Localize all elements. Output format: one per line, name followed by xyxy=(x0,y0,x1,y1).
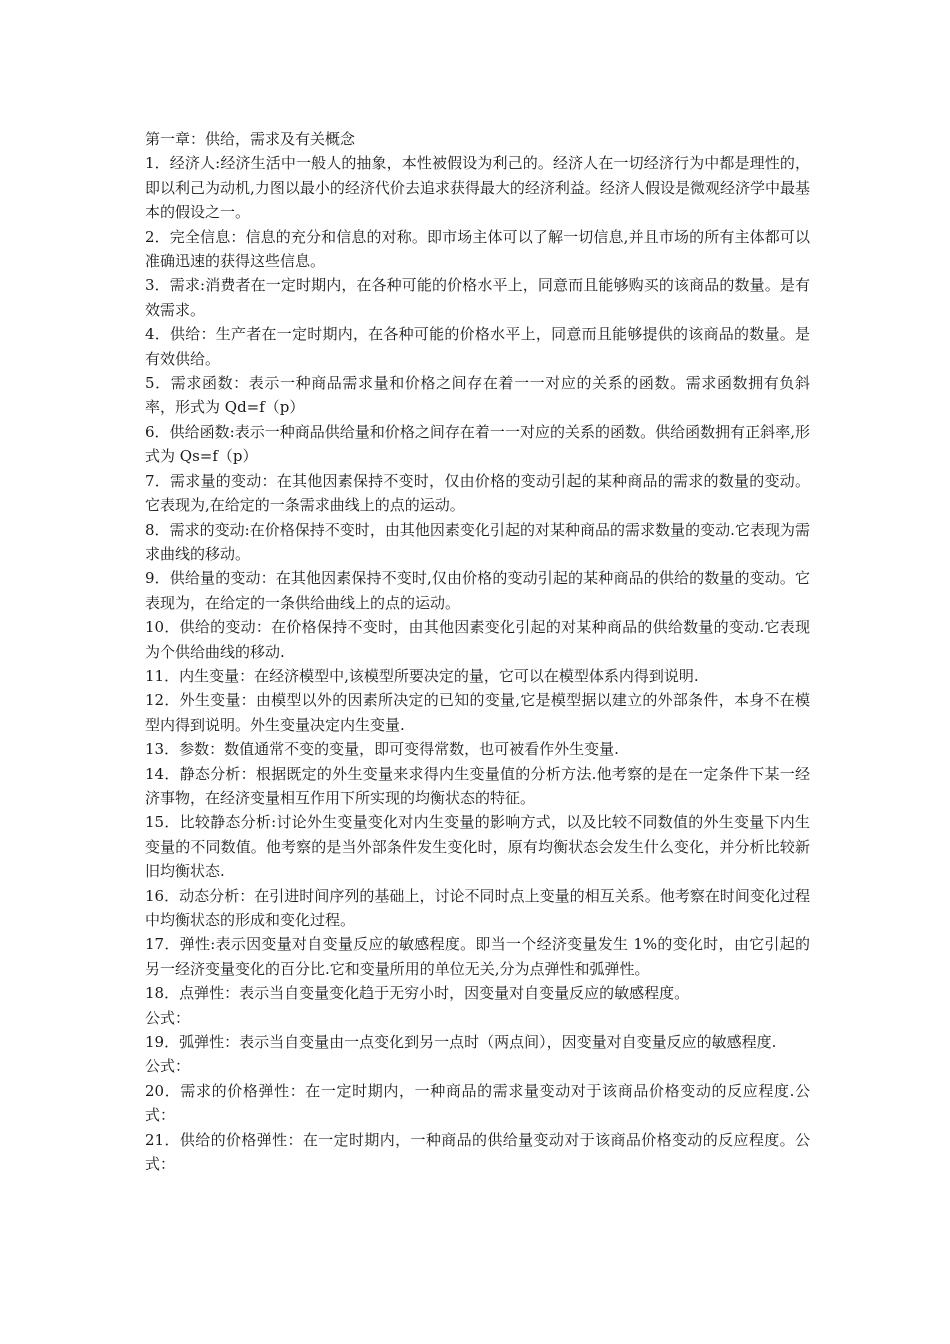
paragraph-11: 11．内生变量：在经济模型中,该模型所要决定的量，它可以在模型体系内得到说明. xyxy=(145,666,699,685)
paragraph-10: 10．供给的变动：在价格保持不变时，由其他因素变化引起的对某种商品的供给数量的变动.它表现为个供给曲线的移动. xyxy=(145,618,810,661)
formula-label: 公式： xyxy=(145,1057,191,1076)
paragraph-2: 2．完全信息：信息的充分和信息的对称。即市场主体可以了解一切信息,并且市场的所有主体都可以准确迅速的获得这些信息。 xyxy=(145,227,810,271)
paragraph-21: 21．供给的价格弹性：在一定时期内，一种商品的供给量变动对于该商品价格变动的反应程度。公式： xyxy=(145,1130,810,1174)
paragraph-17: 17．弹性:表示因变量对自变量反应的敏感程度。即当一个经济变量发生 1%的变化时，由它引起的另一经济变量变化的百分比.它和变量所用的单位无关,分为点弹性和弧弹性。 xyxy=(145,935,810,978)
paragraph-18: 18．点弹性：表示当自变量变化趋于无穷小时，因变量对自变量反应的敏感程度。 xyxy=(145,984,690,1003)
paragraph-1: 1．经济人:经济生活中一般人的抽象，本性被假设为利己的。经济人在一切经济行为中都是理性的，即以利己为动机,力图以最小的经济代价去追求获得最大的经济利益。经济人假设是微观经济学中最基本的假设之一。 xyxy=(145,154,810,222)
paragraph-15: 15．比较静态分析:讨论外生变量变化对内生变量的影响方式，以及比较不同数值的外生变量下内生变量的不同数值。他考察的是当外部条件发生变化时，原有均衡状态会发生什么变化，并分析比较新旧均衡状态. xyxy=(145,813,810,881)
paragraph-7: 7．需求量的变动：在其他因素保持不变时，仅由价格的变动引起的某种商品的需求的数量的变动。它表现为,在给定的一条需求曲线上的点的运动。 xyxy=(145,471,810,515)
paragraph-3: 3．需求:消费者在一定时期内，在各种可能的价格水平上，同意而且能够购买的该商品的数量。是有效需求。 xyxy=(145,276,810,319)
paragraph-20: 20．需求的价格弹性：在一定时期内，一种商品的需求量变动对于该商品价格变动的反应程度.公式： xyxy=(145,1081,810,1125)
paragraph-19: 19．弧弹性：表示当自变量由一点变化到另一点时（两点间），因变量对自变量反应的敏感程度. xyxy=(145,1033,777,1052)
formula-label: 公式： xyxy=(145,1008,191,1027)
paragraph-5: 5．需求函数：表示一种商品需求量和价格之间存在着一一对应的关系的函数。需求函数拥有负斜率，形式为 Qd=f（p） xyxy=(145,374,810,417)
paragraph-4: 4．供给：生产者在一定时期内，在各种可能的价格水平上，同意而且能够提供的该商品的数量。是有效供给。 xyxy=(145,325,810,368)
document-page xyxy=(145,127,810,1176)
paragraph-9: 9．供给量的变动：在其他因素保持不变时,仅由价格的变动引起的某种商品的供给的数量的变动。它表现为，在给定的一条供给曲线上的点的运动。 xyxy=(145,569,810,612)
paragraph-8: 8．需求的变动:在价格保持不变时，由其他因素变化引起的对某种商品的需求数量的变动.它表现为需求曲线的移动。 xyxy=(145,520,810,563)
paragraph-6: 6．供给函数:表示一种商品供给量和价格之间存在着一一对应的关系的函数。供给函数拥有正斜率,形式为 Qs=f（p） xyxy=(145,422,810,466)
paragraph-13: 13．参数：数值通常不变的变量，即可变得常数，也可被看作外生变量. xyxy=(145,740,619,759)
paragraph-14: 14．静态分析：根据既定的外生变量来求得内生变量值的分析方法.他考察的是在一定条件下某一经济事物，在经济变量相互作用下所实现的均衡状态的特征。 xyxy=(145,764,810,807)
paragraph-16: 16．动态分析：在引进时间序列的基础上，讨论不同时点上变量的相互关系。他考察在时间变化过程中均衡状态的形成和变化过程。 xyxy=(145,886,810,929)
chapter-heading: 第一章：供给，需求及有关概念 xyxy=(145,130,356,148)
paragraph-12: 12．外生变量：由模型以外的因素所决定的已知的变量,它是模型据以建立的外部条件，本身不在模型内得到说明。外生变量决定内生变量. xyxy=(145,691,810,734)
